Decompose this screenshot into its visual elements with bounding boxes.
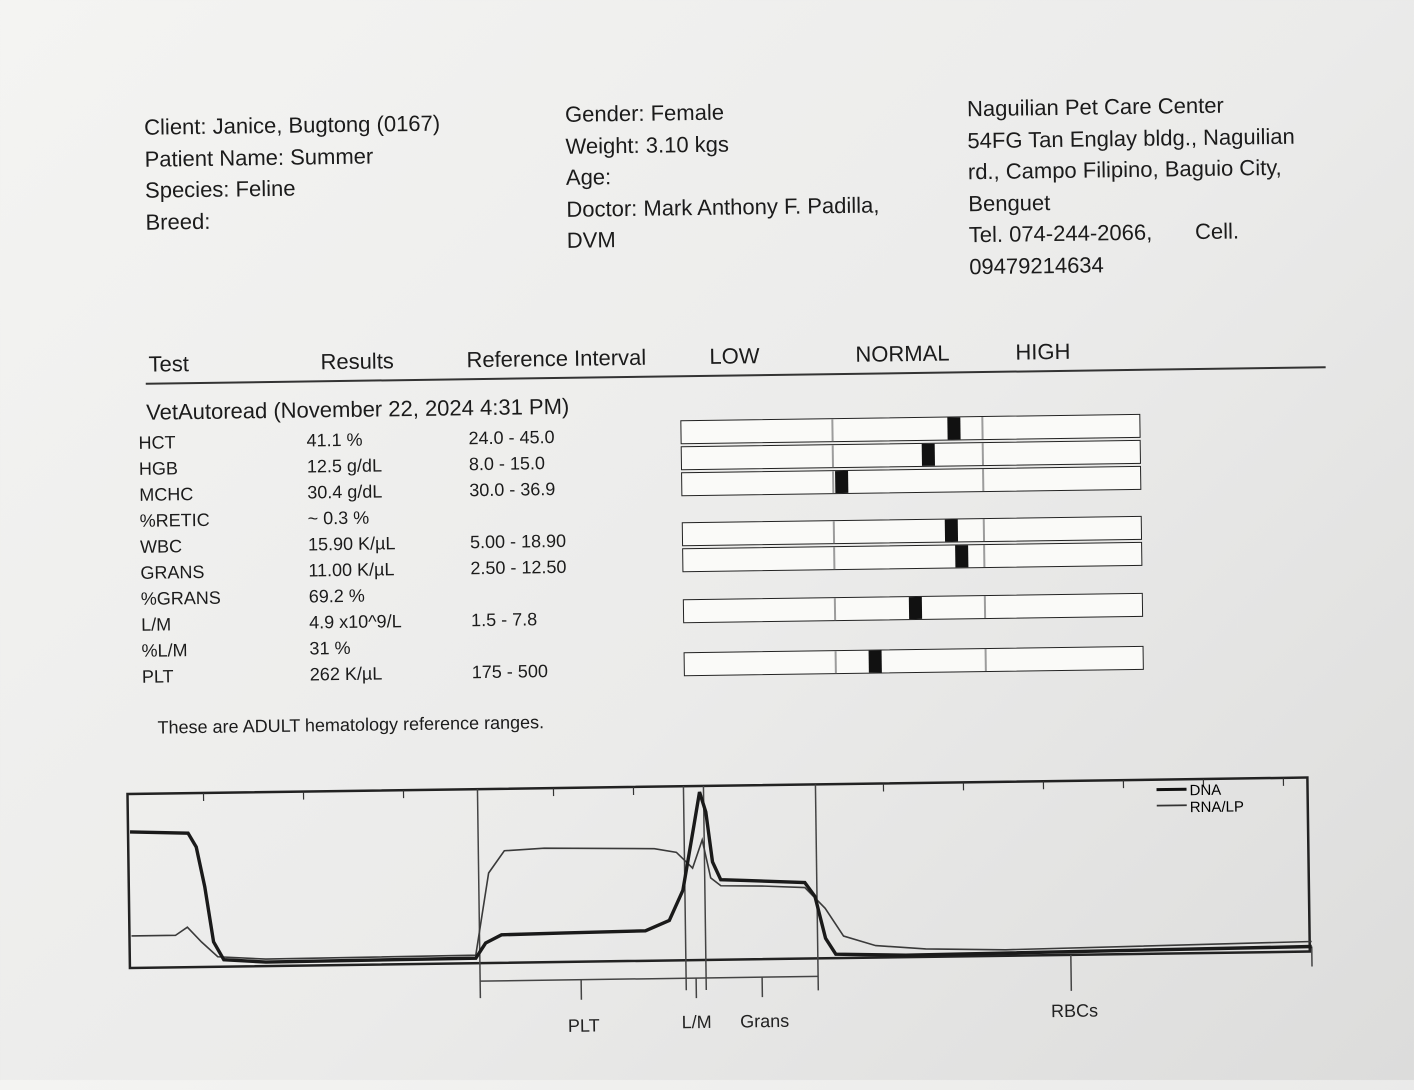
test-reference: 175 - 500 [472, 661, 548, 683]
test-result: 15.90 K/µL [308, 533, 396, 555]
test-result: 12.5 g/dL [307, 455, 382, 477]
clinic-cell: 09479214634 [969, 246, 1297, 282]
weight-line: Weight: 3.10 kgs [565, 126, 878, 162]
section-title: VetAutoread (November 22, 2024 4:31 PM) [146, 394, 569, 426]
test-result: 41.1 % [306, 430, 362, 452]
test-name: WBC [140, 536, 182, 558]
doctor-line: Doctor: Mark Anthony F. Padilla, [566, 189, 879, 225]
dna-legend-label: DNA [1189, 782, 1221, 799]
age-line: Age: [566, 157, 879, 193]
header-low: LOW [709, 343, 759, 370]
test-result: 30.4 g/dL [307, 481, 382, 503]
client-line: Client: Janice, Bugtong (0167) [144, 108, 440, 144]
patient-name-line: Patient Name: Summer [144, 139, 440, 175]
histogram-legend [1156, 781, 1244, 816]
test-name: HGB [139, 458, 178, 480]
header-high: HIGH [1015, 339, 1070, 366]
test-name: MCHC [139, 484, 193, 506]
test-result: 4.9 x10^9/L [309, 611, 402, 633]
header-results: Results [320, 348, 394, 375]
reference-note: These are ADULT hematology reference ranges. [157, 712, 544, 738]
clinic-name: Naguilian Pet Care Center [967, 89, 1295, 125]
gender-line: Gender: Female [565, 94, 878, 130]
test-name: PLT [142, 666, 174, 687]
dna-curve [130, 784, 1312, 966]
test-name: %RETIC [140, 510, 210, 532]
header-reference: Reference Interval [466, 345, 646, 374]
test-name: %GRANS [141, 588, 221, 610]
test-result: 31 % [309, 638, 350, 660]
clinic-tel: Tel. 074-244-2066, Cell. [969, 215, 1297, 251]
plt-region-label: PLT [568, 1015, 600, 1035]
rna-legend-label: RNA/LP [1190, 798, 1244, 816]
test-reference: 30.0 - 36.9 [469, 479, 555, 501]
header-normal: NORMAL [855, 340, 949, 367]
breed-line: Breed: [145, 202, 441, 238]
plt-left-divider [477, 789, 480, 998]
test-reference: 1.5 - 7.8 [471, 609, 537, 631]
rbcs-region-label: RBCs [1051, 1000, 1098, 1021]
clinic-address-2: rd., Campo Filipino, Baguio City, [968, 152, 1296, 188]
test-reference: 24.0 - 45.0 [468, 427, 554, 449]
test-result: 69.2 % [309, 586, 365, 608]
test-name: GRANS [140, 562, 204, 584]
rna-lp-curve [130, 832, 1311, 962]
clinic-address-1: 54FG Tan Englay bldg., Naguilian [967, 120, 1295, 156]
test-result: 11.00 K/µL [308, 559, 394, 581]
test-result: 262 K/µL [310, 663, 383, 685]
species-line: Species: Feline [145, 171, 441, 207]
test-reference: 8.0 - 15.0 [469, 453, 545, 475]
grans-region-label: Grans [740, 1011, 789, 1032]
clinic-address-3: Benguet [968, 183, 1296, 219]
test-name: HCT [138, 432, 175, 454]
plt-bracket [480, 976, 818, 981]
doctor-title-line: DVM [567, 220, 880, 256]
rbc-tick [1071, 955, 1072, 991]
test-reference: 5.00 - 18.90 [470, 531, 566, 553]
test-result: ~ 0.3 % [308, 508, 370, 530]
test-name: %L/M [141, 640, 187, 662]
test-name: L/M [141, 614, 171, 635]
header-test: Test [148, 351, 189, 378]
test-reference: 2.50 - 12.50 [470, 557, 566, 579]
lm-region-label: L/M [682, 1012, 712, 1032]
